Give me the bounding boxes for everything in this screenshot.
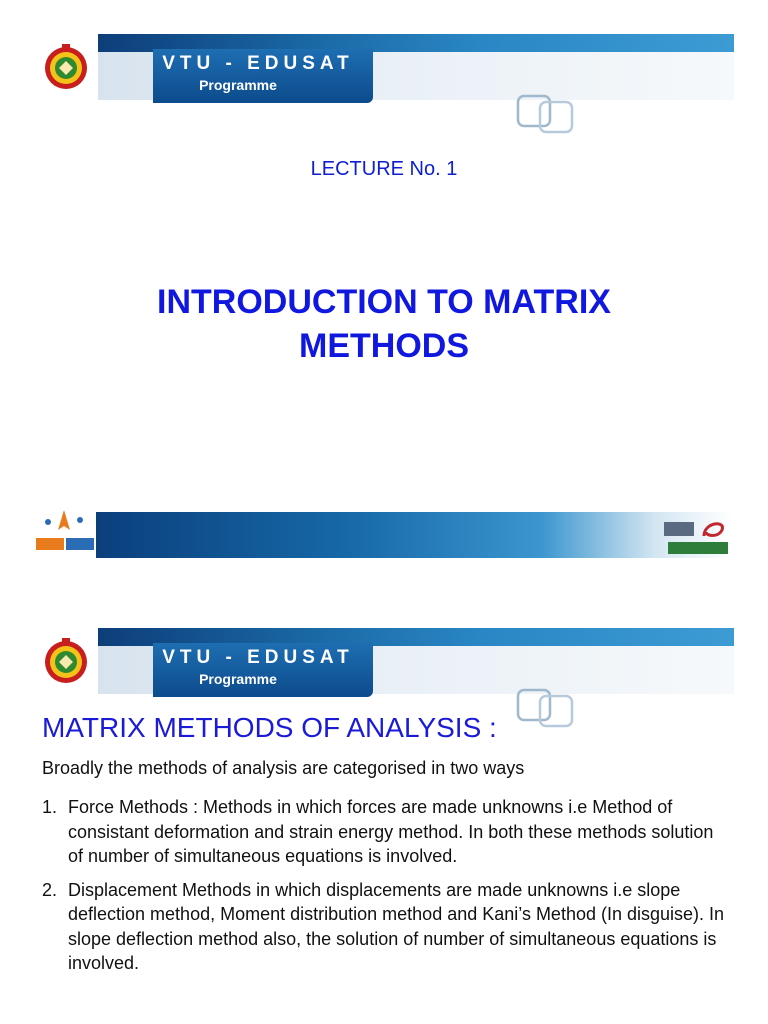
footer-bar (96, 512, 732, 558)
vtu-emblem-icon (43, 42, 89, 92)
list-item-number: 1. (42, 797, 58, 817)
list-item (42, 878, 732, 976)
header-subtitle: Programme (199, 77, 277, 93)
vtu-emblem-icon (43, 636, 89, 686)
list-item-text: Displacement Methods in which displacements are made unknowns i.e slope deflection method, Moment distribution method and Kani’s Method (In disguise). In slope deflection method also, the solution of number of simultaneous equations is involved. (68, 879, 725, 973)
list-item-text: Force Methods : Methods in which forces are made unknowns i.e Method of consistant deformation and strain energy method. In both these methods solution of number of simultaneous equations is involved. (68, 797, 714, 866)
header-title: VTU - EDUSAT (162, 647, 354, 668)
header-subtitle: Programme (199, 671, 277, 687)
intro-text: Broadly the methods of analysis are categorised in two ways (42, 758, 525, 778)
slide-title-line-2: METHODS (299, 327, 469, 365)
section-heading: MATRIX METHODS OF ANALYSIS : (42, 712, 497, 743)
list-item (42, 795, 732, 869)
header-title-block (153, 643, 373, 697)
slide-2 (0, 590, 768, 1024)
list-item-number: 2. (42, 879, 58, 900)
header-title-block (153, 49, 373, 103)
lecture-number: LECTURE No. 1 (310, 158, 458, 180)
isro-logo-icon (34, 508, 96, 558)
logo-box (34, 34, 98, 100)
slide-header (34, 34, 734, 100)
logo-box (34, 628, 98, 694)
overlapping-squares-icon (514, 92, 578, 136)
slide-title (84, 280, 684, 368)
methods-list (42, 795, 732, 985)
header-title: VTU - EDUSAT (162, 53, 354, 74)
slide-title-line-1: INTRODUCTION TO MATRIX (157, 283, 611, 321)
slide-header (34, 628, 734, 694)
overlapping-squares-icon (514, 686, 578, 730)
vtu-e-learning-logo-icon (660, 514, 732, 560)
